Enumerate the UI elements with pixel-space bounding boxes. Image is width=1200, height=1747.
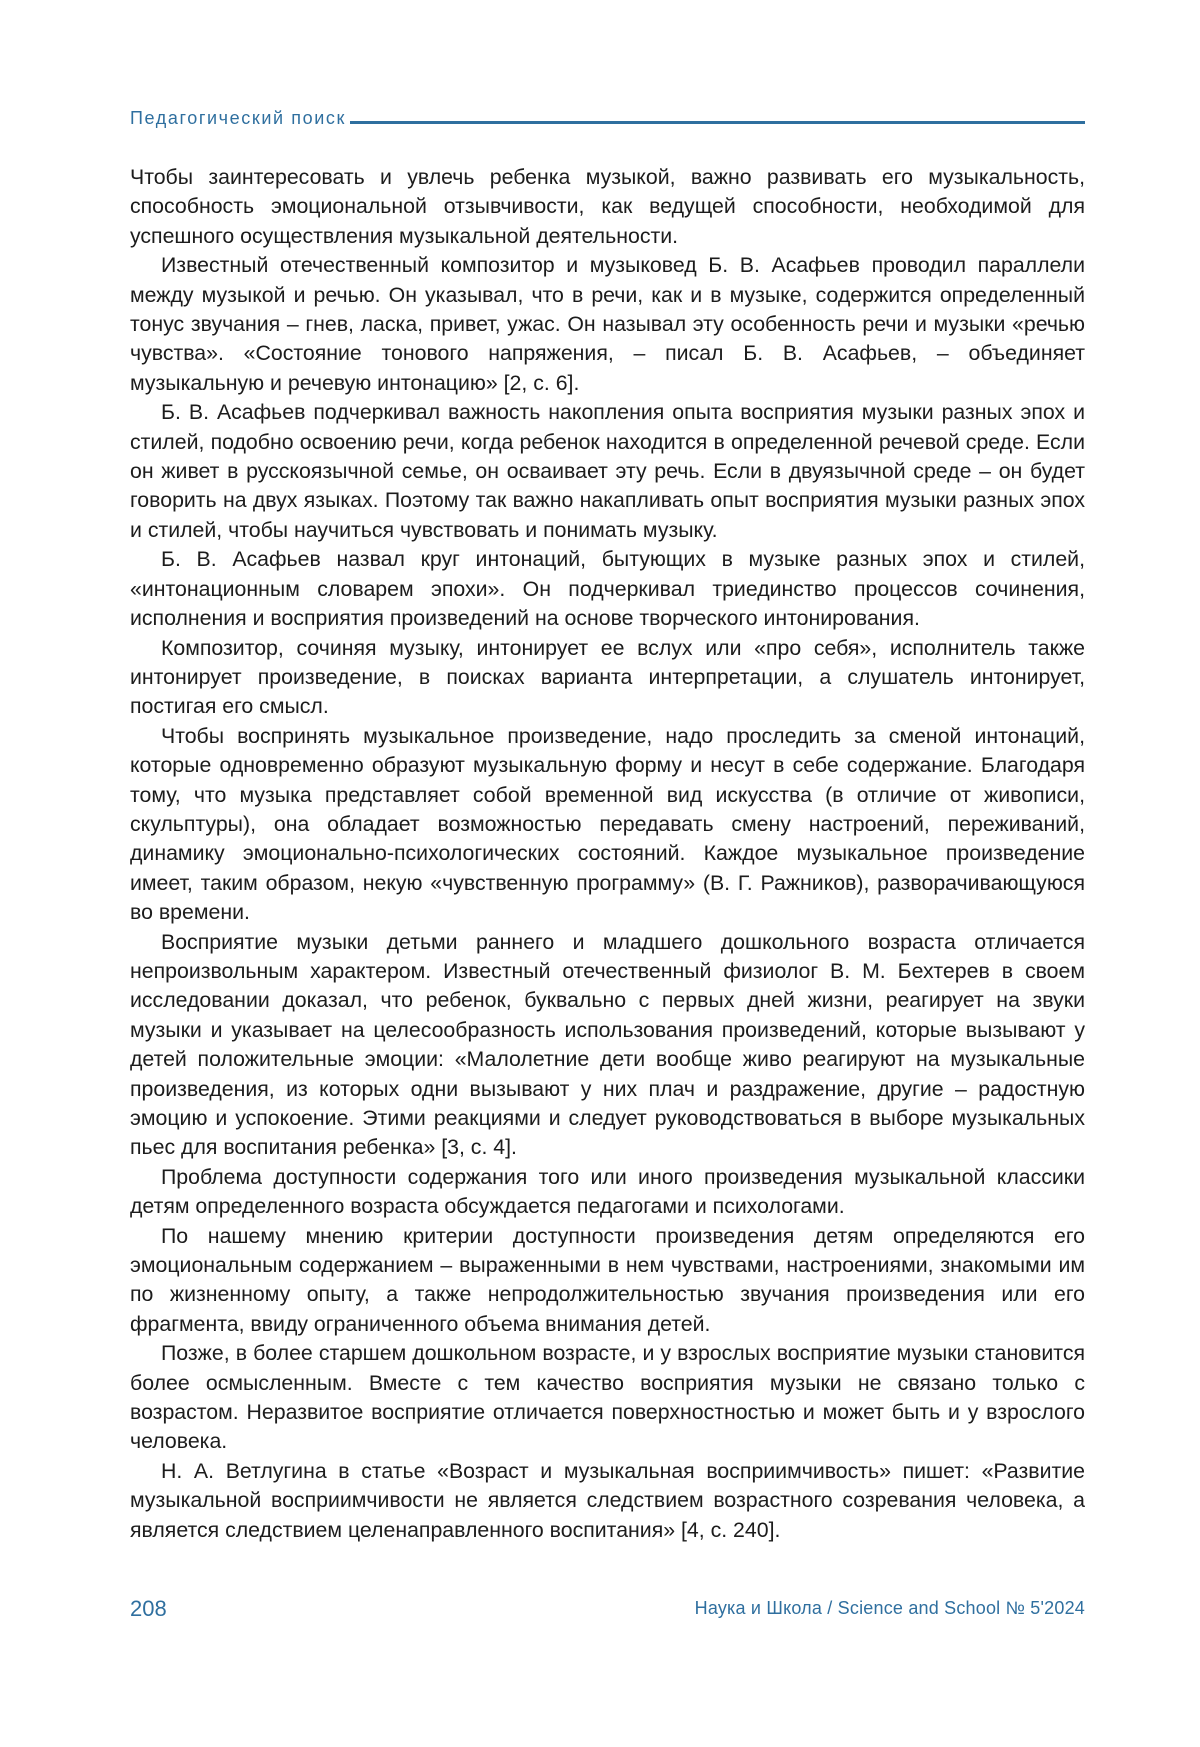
- paragraph: Чтобы заинтересовать и увлечь ребенка музыкой, важно развивать его музыкальность, способность эмоциональной отзывчивости, как ведущей способности, необходимой для успешного осуществления музыкальной деятельности.: [130, 165, 1085, 248]
- paragraph: Известный отечественный композитор и музыковед Б. В. Асафьев проводил параллели между музыкой и речью. Он указывал, что в речи, как и в музыке, содержится определенный тонус звучания – гнев, ласка, привет, ужас. Он называл эту особенность речи и музыки «речью чувства». «Состояние тонового напряжения, – писал Б. В. Асафьев, – объединяет музыкальную и речевую интонацию» [2, с. 6].: [130, 253, 1085, 395]
- header-rule: [350, 121, 1085, 124]
- paragraph: По нашему мнению критерии доступности произведения детям определяются его эмоциональным содержанием – выраженными в нем чувствами, настроениями, знакомыми им по жизненному опыту, а также непродолжительностью звучания произведения или его фрагмента, ввиду ограниченного объема внимания детей.: [130, 1223, 1085, 1336]
- section-title: Педагогический поиск: [130, 108, 346, 128]
- paragraph: Н. А. Ветлугина в статье «Возраст и музыкальная восприимчивость» пишет: «Развитие музыкальной восприимчивости не является следствием возрастного созревания человека, а является следствием целенаправленного воспитания» [4, с. 240].: [130, 1458, 1085, 1542]
- article-body: [130, 163, 1085, 1545]
- paragraph: Восприятие музыки детьми раннего и младшего дошкольного возраста отличается непроизвольным характером. Известный отечественный физиолог В. М. Бехтерев в своем исследовании доказал, что ребенок, буквально с первых дней жизни, реагирует на звуки музыки и указывает на целесообразность использования произведений, которые вызывают у детей положительные эмоции: «Малолетние дети вообще живо реагируют на музыкальные произведения, из которых одни вызывают у них плач и раздражение, другие – радостную эмоцию и успокоение. Этими реакциями и следует руководствоваться в выборе музыкальных пьес для воспитания ребенка» [3, с. 4].: [130, 929, 1085, 1160]
- paragraph: Композитор, сочиняя музыку, интонирует ее вслух или «про себя», исполнитель также интонирует произведение, в поисках варианта интерпретации, а слушатель интонирует, постигая его смысл.: [130, 635, 1085, 719]
- journal-title: Наука и Школа / Science and School № 5'2024: [694, 1598, 1085, 1618]
- paragraph: Проблема доступности содержания того или иного произведения музыкальной классики детям определенного возраста обсуждается педагогами и психологами.: [130, 1164, 1085, 1219]
- paragraph: Позже, в более старшем дошкольном возрасте, и у взрослых восприятие музыки становится более осмысленным. Вместе с тем качество восприятия музыки не связано только с возрастом. Неразвитое восприятие отличается поверхностностью и может быть и у взрослого человека.: [130, 1341, 1085, 1454]
- page-number: 208: [130, 1596, 167, 1621]
- paragraph: Б. В. Асафьев подчеркивал важность накопления опыта восприятия музыки разных эпох и стилей, подобно освоению речи, когда ребенок находится в определенной речевой среде. Если он живет в русскоязычной семье, он осваивает эту речь. Если в двуязычной среде – он будет говорить на двух языках. Поэтому так важно накапливать опыт восприятия музыки разных эпох и стилей, чтобы научиться чувствовать и понимать музыку.: [130, 400, 1085, 542]
- paragraph: Чтобы воспринять музыкальное произведение, надо проследить за сменой интонаций, которые одновременно образуют музыкальную форму и несут в себе содержание. Благодаря тому, что музыка представляет собой временной вид искусства (в отличие от живописи, скульптуры), она обладает возможностью передавать смену настроений, переживаний, динамику эмоционально-психологических состояний. Каждое музыкальное произведение имеет, таким образом, некую «чувственную программу» (В. Г. Ражников), разворачивающуюся во времени.: [130, 723, 1085, 925]
- running-head: [130, 104, 1085, 128]
- paragraph: Б. В. Асафьев назвал круг интонаций, бытующих в музыке разных эпох и стилей, «интонационным словарем эпохи». Он подчеркивал триединство процессов сочинения, исполнения и восприятия произведений на основе творческого интонирования.: [130, 547, 1085, 631]
